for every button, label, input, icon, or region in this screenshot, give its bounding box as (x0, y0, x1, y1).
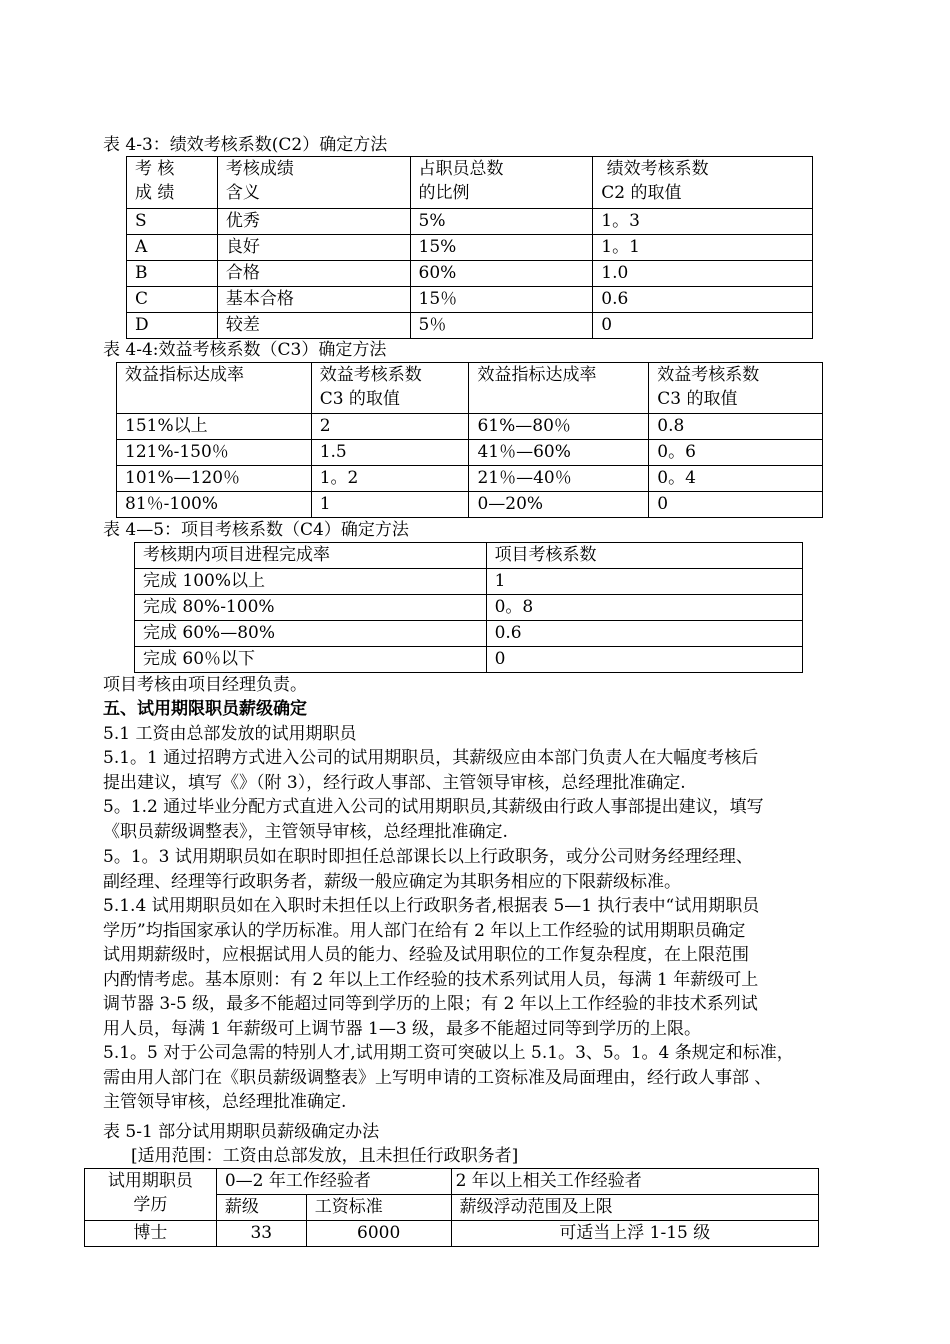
table-cell: 33 (216, 1221, 306, 1247)
header-cell: 效益考核系数 C3 的取值 (649, 363, 823, 414)
table-row (127, 313, 813, 339)
table-cell: 完成 60%—80% (135, 621, 487, 647)
table-cell: 0—20% (469, 492, 649, 518)
table-header-row (117, 363, 823, 414)
text-line: 5。1.2 通过毕业分配方式直进入公司的试用期职员,其薪级由行政人事部提出建议，填写 (103, 797, 764, 817)
table-cell: 1。1 (593, 235, 813, 261)
header-cell-level: 薪级 (216, 1195, 306, 1221)
table-row (135, 621, 803, 647)
table-row (117, 466, 823, 492)
text-line: 调节器 3-5 级，最多不能超过同等到学历的上限；有 2 年以上工作经验的非技术系列试 (103, 994, 758, 1014)
header-cell: 考 核 成 绩 (127, 157, 218, 209)
table-cell: 合格 (217, 261, 410, 287)
table-cell: 0.8 (649, 414, 823, 440)
table-row (135, 647, 803, 673)
table-header-row (135, 543, 803, 569)
table-cell: A (127, 235, 218, 261)
table-cell: C (127, 287, 218, 313)
table-cell: 博士 (85, 1221, 217, 1247)
table-cell: 1。3 (593, 209, 813, 235)
text-line: 主管领导审核，总经理批准确定. (103, 1092, 347, 1112)
table-cell: 6000 (306, 1221, 451, 1247)
table-cell: S (127, 209, 218, 235)
paragraph-5-1: 5.1 工资由总部发放的试用期职员 (103, 724, 357, 744)
table-cell: 0.6 (486, 621, 802, 647)
text-line: 5。1。3 试用期职员如在职时即担任总部课长以上行政职务，或分公司财务经理经理、 (103, 847, 753, 867)
table-row (127, 235, 813, 261)
text-line: 内酌情考虑。基本原则：有 2 年以上工作经验的技术系列试用人员，每满 1 年薪级可上 (103, 969, 759, 990)
header-cell: 绩效考核系数 C2 的取值 (593, 157, 813, 209)
table-cell: 1.5 (311, 440, 469, 466)
paragraph-5-1-4 (103, 894, 863, 1041)
table-4-4 (116, 362, 823, 518)
header-cell: 效益考核系数 C3 的取值 (311, 363, 469, 414)
header-cell: 效益指标达成率 (469, 363, 649, 414)
table-row (117, 414, 823, 440)
table-cell: 较差 (217, 313, 410, 339)
table-5-1-caption: 表 5-1 部分试用期职员薪级确定办法 (103, 1122, 380, 1142)
table-cell: 151%以上 (117, 414, 312, 440)
header-cell: 效益指标达成率 (117, 363, 312, 414)
table-cell: 0。8 (486, 595, 802, 621)
table-cell: 61%—80％ (469, 414, 649, 440)
header-cell-education: 试用期职员 学历 (85, 1169, 217, 1221)
table-header-row (85, 1169, 819, 1195)
table-cell: 0 (593, 313, 813, 339)
table-cell: 41％—60% (469, 440, 649, 466)
table-row (117, 440, 823, 466)
table-cell: 0.6 (593, 287, 813, 313)
table-row (135, 569, 803, 595)
table-cell: 0 (649, 492, 823, 518)
text-line: 提出建议，填写《》（附 3），经行政人事部、主管领导审核，总经理批准确定. (103, 772, 686, 793)
table-cell: 完成 80%-100% (135, 595, 487, 621)
table-row (135, 595, 803, 621)
header-cell: 考核期内项目进程完成率 (135, 543, 487, 569)
table-4-5-caption: 表 4—5：项目考核系数（C4）确定方法 (103, 520, 409, 540)
table-row (127, 261, 813, 287)
table-cell: 15% (410, 235, 593, 261)
table-cell: 5% (410, 209, 593, 235)
table-cell: 0 (486, 647, 802, 673)
table-5-1 (84, 1168, 819, 1247)
text-line: 需由用人部门在《职员薪级调整表》上写明申请的工资标准及局面理由，经行政人事部 、 (103, 1067, 772, 1088)
table-cell: 81％-100% (117, 492, 312, 518)
table-cell: 完成 60％以下 (135, 647, 487, 673)
table-cell: 1.0 (593, 261, 813, 287)
text-line: 用人员，每满 1 年薪级可上调节器 1—3 级，最多不能超过同等到学历的上限。 (103, 1018, 702, 1039)
table-cell: 5％ (410, 313, 593, 339)
text-line: 《职员薪级调整表》，主管领导审核，总经理批准确定. (103, 821, 508, 842)
table-4-5 (134, 542, 803, 673)
paragraph-5-1-1 (103, 746, 863, 795)
table-cell: 1 (311, 492, 469, 518)
table-header-row (127, 157, 813, 209)
table-cell: 0。6 (649, 440, 823, 466)
table-cell: 2 (311, 414, 469, 440)
section-title: 五、试用期限职员薪级确定 (103, 699, 307, 719)
table-cell: 可适当上浮 1-15 级 (451, 1221, 818, 1247)
table-cell: 良好 (217, 235, 410, 261)
table-cell: 基本合格 (217, 287, 410, 313)
paragraph-5-1-2 (103, 795, 863, 844)
table-row (127, 287, 813, 313)
table-5-1-scope: [适用范围：工资由总部发放，且未担任行政职务者] (131, 1146, 519, 1166)
table-cell: 101%—120％ (117, 466, 312, 492)
text-line: 5.1。1 通过招聘方式进入公司的试用期职员，其薪级应由本部门负责人在大幅度考核后 (103, 748, 759, 768)
text-line: 学历”均指国家承认的学历标准。用人部门在给有 2 年以上工作经验的试用期职员确定 (103, 920, 746, 941)
table-row (85, 1221, 819, 1247)
header-cell-group-2: 2 年以上相关工作经验者 (451, 1169, 818, 1195)
table-cell: B (127, 261, 218, 287)
table-cell: 完成 100%以上 (135, 569, 487, 595)
header-cell: 项目考核系数 (486, 543, 802, 569)
text-line: 5.1。5 对于公司急需的特别人才,试用期工资可突破以上 5.1。3、5。1。4 条规定和标准， (103, 1043, 794, 1063)
table-cell: 121%-150％ (117, 440, 312, 466)
header-cell-range: 薪级浮动范围及上限 (451, 1195, 818, 1221)
table-cell: 优秀 (217, 209, 410, 235)
table-cell: 1 (486, 569, 802, 595)
table-row (127, 209, 813, 235)
table-4-4-caption: 表 4-4:效益考核系数（C3）确定方法 (103, 340, 387, 360)
header-cell-group-1: 0—2 年工作经验者 (216, 1169, 451, 1195)
header-cell-salary: 工资标准 (306, 1195, 451, 1221)
note-text: 项目考核由项目经理负责。 (103, 675, 307, 695)
table-cell: 15％ (410, 287, 593, 313)
header-cell: 占职员总数 的比例 (410, 157, 593, 209)
table-cell: 1。2 (311, 466, 469, 492)
table-cell: 21％—40％ (469, 466, 649, 492)
paragraph-5-1-3 (103, 845, 863, 894)
table-4-3-caption: 表 4-3：绩效考核系数(C2）确定方法 (103, 135, 388, 155)
table-cell: 0。4 (649, 466, 823, 492)
header-cell: 考核成绩 含义 (217, 157, 410, 209)
paragraph-5-1-5 (103, 1041, 863, 1115)
text-line: 5.1.4 试用期职员如在入职时未担任以上行政职务者,根据表 5—1 执行表中“试用期职员 (103, 896, 760, 916)
table-4-3 (126, 156, 813, 339)
table-cell: D (127, 313, 218, 339)
text-line: 试用期薪级时，应根据试用人员的能力、经验及试用职位的工作复杂程度，在上限范围 (103, 945, 749, 965)
table-cell: 60% (410, 261, 593, 287)
text-line: 副经理、经理等行政职务者，薪级一般应确定为其职务相应的下限薪级标准。 (103, 871, 681, 892)
table-row (117, 492, 823, 518)
